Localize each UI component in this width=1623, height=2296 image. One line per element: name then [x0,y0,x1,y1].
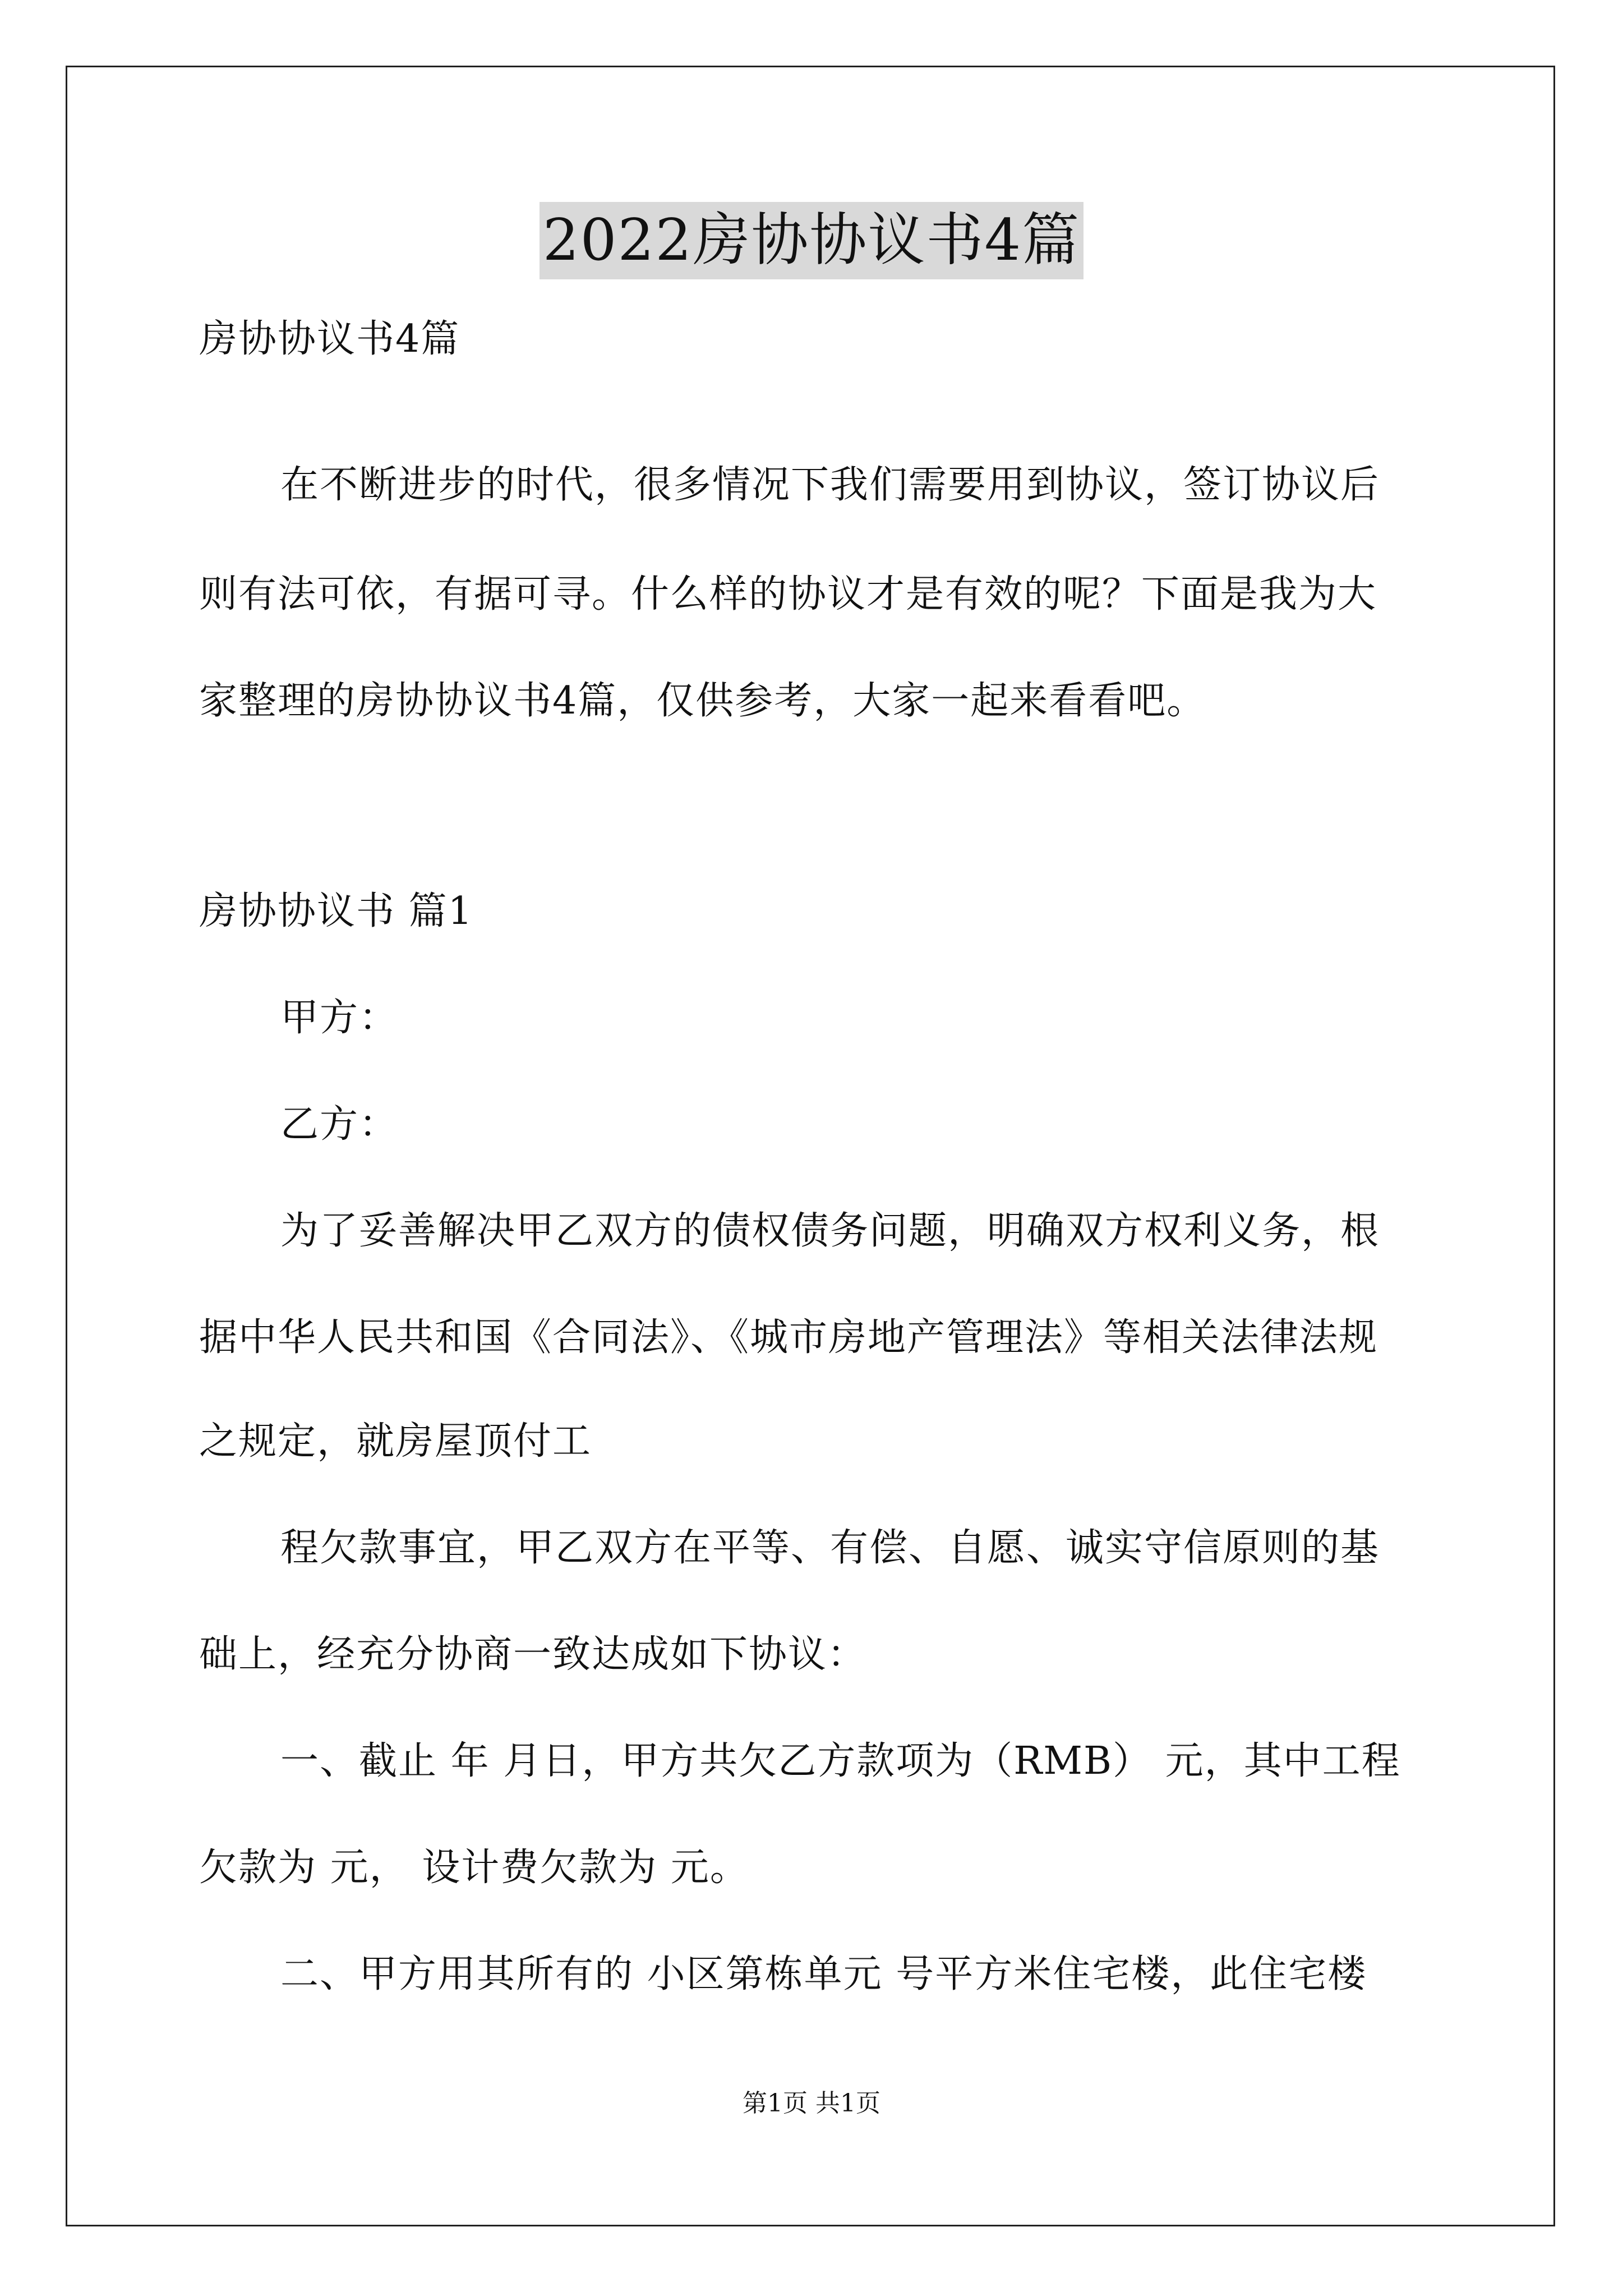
party-b-label: 乙方： [280,1102,399,1147]
body-line-2: 据中华人民共和国《合同法》、《城市房地产管理法》等相关法律法规 [199,1315,1378,1360]
body-line-8: 二、甲方用其所有的 小区第栋单元 号平方米住宅楼，此住宅楼 [280,1952,1367,1996]
body-line-3: 之规定，就房屋顶付工 [199,1419,592,1464]
title-wrap [0,202,1623,279]
body-line-5: 础上，经充分协商一致达成如下协议： [199,1632,867,1677]
intro-line-1: 在不断进步的时代，很多情况下我们需要用到协议，签订协议后 [280,463,1380,507]
document-subtitle: 房协协议书4篇 [199,317,460,361]
party-a-label: 甲方： [280,996,399,1040]
body-line-1: 为了妥善解决甲乙双方的债权债务问题，明确双方权利义务，根 [280,1209,1380,1253]
section-heading: 房协协议书 篇1 [199,889,473,933]
body-line-6: 一、截止 年 月日，甲方共欠乙方款项为（RMB） 元，其中工程 [280,1739,1401,1783]
document-title: 2022房协协议书4篇 [540,202,1083,279]
body-line-7: 欠款为 元， 设计费欠款为 元。 [199,1846,749,1890]
page-footer: 第1页 共1页 [743,2089,880,2118]
body-line-4: 程欠款事宜，甲乙双方在平等、有偿、自愿、诚实守信原则的基 [280,1526,1380,1570]
intro-line-3: 家整理的房协协议书4篇，仅供参考，大家一起来看看吧。 [199,679,1206,723]
intro-line-2: 则有法可依，有据可寻。什么样的协议才是有效的呢？下面是我为大 [199,572,1377,616]
